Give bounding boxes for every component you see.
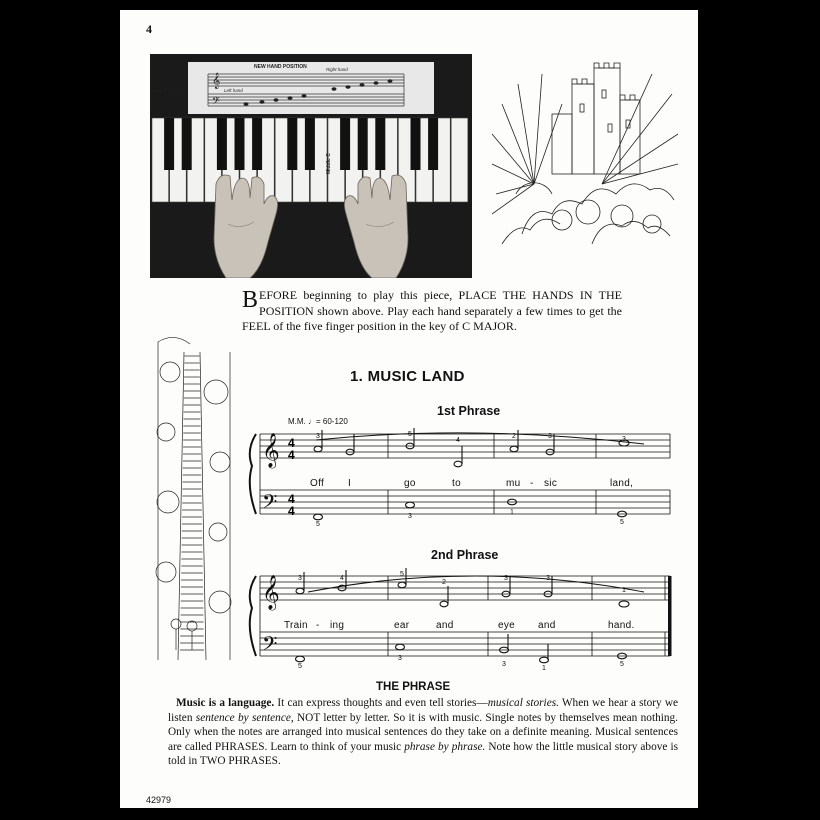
svg-text:𝄢: 𝄢 <box>212 95 220 109</box>
time-sig-top-bass: 4 <box>288 492 295 506</box>
phrase-2-label: 2nd Phrase <box>431 548 499 562</box>
key-label: Key of C major <box>154 88 184 93</box>
lyric: hand. <box>608 620 635 631</box>
treble-clef-icon: 𝄞 <box>262 433 280 468</box>
time-sig-bottom: 4 <box>288 448 295 462</box>
body-lead: Music is a language. <box>176 697 275 709</box>
piano-black-key <box>358 118 368 170</box>
fingering: 3 <box>546 575 550 582</box>
phrase-body-text <box>168 696 678 769</box>
fingering: 3 <box>298 575 302 582</box>
lyric: ear <box>394 620 410 631</box>
time-sig-top: 4 <box>288 436 295 450</box>
fingering: 5 <box>620 519 624 526</box>
piano-black-key <box>305 118 315 170</box>
staff-card-title: NEW HAND POSITION <box>254 64 307 70</box>
time-sig-bottom-bass: 4 <box>288 504 295 518</box>
drop-cap: B <box>242 287 259 313</box>
fingering: 2 <box>442 579 446 586</box>
fingering: 5 <box>408 431 412 438</box>
fingering: 3 <box>502 661 506 668</box>
middle-c-label: Middle C <box>326 153 332 174</box>
fingering: 1 <box>542 665 546 672</box>
intro-text: EFORE beginning to play this piece, PLACE THE HANDS IN THE POSITION shown above. Play each hand separately a few times to get the FEEL of the five finger position in the key of C MAJOR. <box>242 288 622 333</box>
body-text: NOT letter by letter. So it is with music. Single notes by themselves mean nothing. Only when the notes are arranged into musical sentences do they take on a definite meaning. Musical sentences are called PHRASES. Learn to think of your music <box>168 711 678 753</box>
lyric: I <box>348 478 352 489</box>
castle-illustration <box>492 44 682 244</box>
staircase-illustration <box>154 332 234 660</box>
piano-black-key <box>217 118 227 170</box>
lyric: - <box>316 620 320 631</box>
fingering: 1 <box>622 587 626 594</box>
piano-black-key <box>235 118 245 170</box>
lyric: sic <box>544 478 558 489</box>
sheet-music-page <box>120 10 698 808</box>
body-text: It can express thoughts and even tell stories— <box>274 697 488 709</box>
fingering: 3 <box>408 513 412 520</box>
tempo-marking: M.M. ♩= 60-120 <box>288 417 348 426</box>
page-number: 4 <box>146 22 152 36</box>
piano-black-key <box>164 118 174 170</box>
fingering: 3 <box>622 436 626 443</box>
lyric: mu <box>506 478 521 489</box>
fingering: 3 <box>316 433 320 440</box>
fingering: 4 <box>340 575 344 582</box>
piano-black-key <box>182 118 192 170</box>
bass-clef-icon: 𝄢 <box>262 632 278 660</box>
piano-black-key <box>340 118 350 170</box>
lyric: land, <box>610 478 634 489</box>
piano-white-key <box>451 118 468 202</box>
lyric: - <box>530 478 534 489</box>
lyric: and <box>538 620 556 631</box>
body-emphasis: phrase by phrase. <box>404 740 486 753</box>
left-hand-label: Left hand <box>224 88 243 93</box>
lyric: Off <box>310 478 325 489</box>
fingering: 5 <box>400 571 404 578</box>
body-emphasis: sentence by sentence, <box>195 711 294 724</box>
lyric: eye <box>498 620 516 631</box>
piano-body <box>150 204 472 278</box>
fingering: 3 <box>548 433 552 440</box>
fingering: 5 <box>298 663 302 670</box>
piano-black-key <box>428 118 438 170</box>
fingering: 3 <box>398 655 402 662</box>
catalog-number: 42979 <box>146 795 172 805</box>
hand-position-photo <box>150 54 472 278</box>
right-hand-label: Right hand <box>326 67 348 72</box>
piece-title: 1. MUSIC LAND <box>350 368 465 385</box>
body-text: Note how the little musical story above is told in TWO PHRASES. <box>168 740 678 768</box>
lyric: and <box>436 620 454 631</box>
lyric: go <box>404 478 416 489</box>
piano-black-key <box>252 118 262 170</box>
score-phrase-1 <box>244 426 674 536</box>
score-phrase-2 <box>244 568 674 678</box>
phrase-heading: THE PHRASE <box>376 681 451 693</box>
lyric: ing <box>330 620 345 631</box>
treble-clef-icon: 𝄞 <box>262 575 280 610</box>
piano-black-key <box>411 118 421 170</box>
bass-clef-icon: 𝄢 <box>262 490 278 518</box>
svg-text:𝄞: 𝄞 <box>212 73 221 89</box>
fingering: 5 <box>316 521 320 528</box>
lyric: to <box>452 478 461 489</box>
body-text: When we hear a story we listen <box>168 697 678 724</box>
fingering: 5 <box>620 661 624 668</box>
fingering: 3 <box>504 575 508 582</box>
piano-black-key <box>375 118 385 170</box>
body-emphasis: musical stories. <box>487 697 559 709</box>
fingering: 4 <box>456 437 460 444</box>
phrase-1-label: 1st Phrase <box>437 404 501 418</box>
piano-keyboard <box>150 118 472 278</box>
fingering: 1 <box>510 509 514 516</box>
lyric: Train <box>284 620 308 631</box>
fingering: 2 <box>512 433 516 440</box>
intro-paragraph <box>242 288 622 335</box>
piano-black-key <box>287 118 297 170</box>
